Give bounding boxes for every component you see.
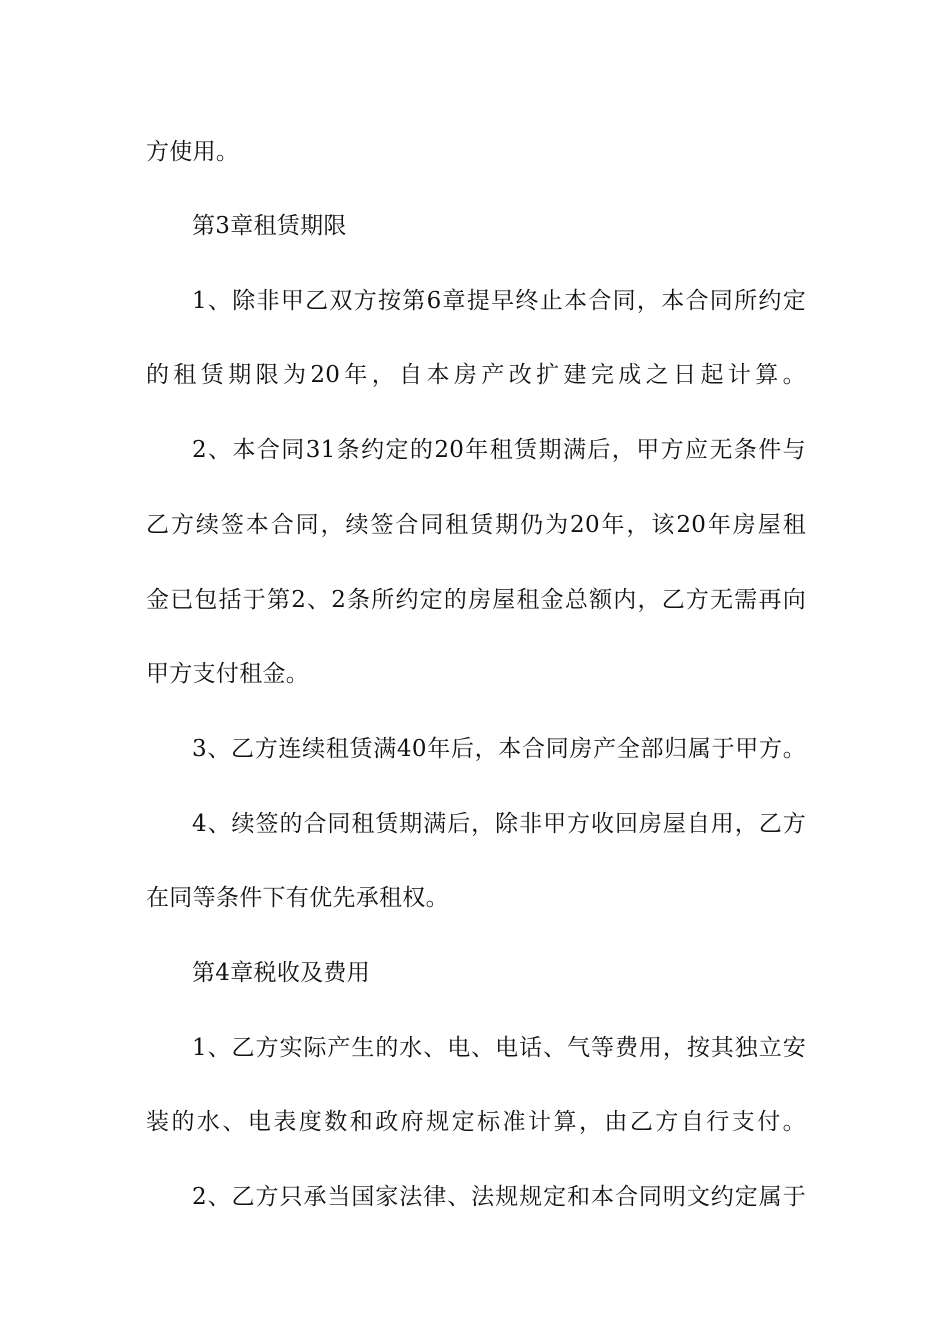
text-line: 在同等条件下有优先承租权。 bbox=[146, 885, 449, 911]
text-line: 方使用。 bbox=[146, 139, 240, 165]
text-line: 装的水、电表度数和政府规定标准计算，由乙方自行支付。 bbox=[146, 1109, 806, 1135]
text-line: 2、乙方只承当国家法律、法规规定和本合同明文约定属于 bbox=[192, 1184, 806, 1210]
text-line: 4、续签的合同租赁期满后，除非甲方收回房屋自用，乙方 bbox=[192, 811, 806, 837]
text-line: 3、乙方连续租赁满40年后，本合同房产全部归属于甲方。 bbox=[192, 736, 806, 762]
chapter-heading: 第4章税收及费用 bbox=[192, 960, 371, 986]
text-line: 金已包括于第2、2条所约定的房屋租金总额内，乙方无需再向 bbox=[146, 587, 806, 613]
chapter-heading: 第3章租赁期限 bbox=[192, 213, 347, 239]
text-line: 甲方支付租金。 bbox=[146, 661, 310, 687]
text-line: 2、本合同31条约定的20年租赁期满后，甲方应无条件与 bbox=[192, 437, 806, 463]
text-line: 1、除非甲乙双方按第6章提早终止本合同，本合同所约定 bbox=[192, 288, 806, 314]
text-line: 的租赁期限为20年，自本房产改扩建完成之日起计算。 bbox=[146, 362, 806, 388]
text-line: 乙方续签本合同，续签合同租赁期仍为20年，该20年房屋租 bbox=[146, 512, 806, 538]
text-line: 1、乙方实际产生的水、电、电话、气等费用，按其独立安 bbox=[192, 1035, 806, 1061]
